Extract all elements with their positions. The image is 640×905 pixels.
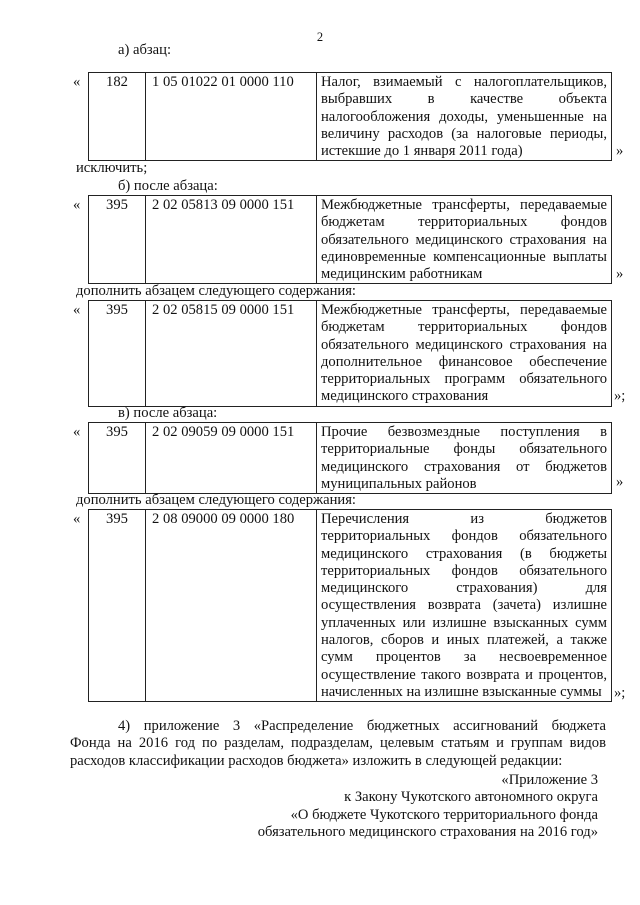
paragraph-4 xyxy=(70,718,606,770)
income-name-cell xyxy=(317,196,612,284)
income-name-line: дополнительное финансовое обеспечение xyxy=(321,353,607,370)
income-name-line: бюджетам территориальных фондов xyxy=(321,319,607,336)
admin-code-cell: 395 xyxy=(89,423,146,494)
income-name-line: обязательного медицинского страхования на xyxy=(321,336,607,353)
appendix-title: «Приложение 3 xyxy=(501,772,598,788)
table-row xyxy=(89,73,612,161)
income-name-line: единовременные компенсационные выплаты xyxy=(321,248,607,265)
budget-row-table xyxy=(88,195,612,284)
open-quote: « xyxy=(73,302,81,318)
budget-row-table xyxy=(88,300,612,407)
income-name-line: величину расходов (за налоговые периоды, xyxy=(321,125,607,142)
income-name-cell xyxy=(317,423,612,494)
paragraph-line: 4) приложение 3 «Распределение бюджетных ассигнований бюджета xyxy=(118,718,606,734)
appendix-header xyxy=(258,772,598,841)
income-name-line: медицинского страхования xyxy=(321,388,489,405)
paragraph-line: расходов классификации расходов бюджета» изложить в следующей редакции: xyxy=(70,752,563,769)
income-name-line: Налог, взимаемый с налогоплательщиков, xyxy=(321,74,607,90)
subitem-a-label: а) абзац: xyxy=(118,42,171,58)
budget-row-table xyxy=(88,72,612,161)
income-name-line: территориальные фонды обязательного xyxy=(321,441,607,458)
income-name-line: осуществление такого возврата и процентов, xyxy=(321,666,607,683)
income-name-line: налогообложения доходы, уменьшенные на xyxy=(321,108,607,125)
close-quote: » xyxy=(616,143,624,159)
income-name-line: Межбюджетные трансферты, передаваемые xyxy=(321,197,607,213)
paragraph-line: Фонда на 2016 год по разделам, подразделам, целевым статьям и группам видов xyxy=(70,735,606,752)
income-name-line: истекшие до 1 января 2011 года) xyxy=(321,143,523,160)
income-name-line: Прочие безвозмездные поступления в xyxy=(321,424,607,440)
appendix-law-name: «О бюджете Чукотского территориального фонда xyxy=(290,806,598,823)
income-name-line: медицинского страхования от бюджетов xyxy=(321,458,607,475)
income-name-cell xyxy=(317,73,612,161)
income-name-line: выбравших в качестве объекта xyxy=(321,91,607,108)
income-name-cell xyxy=(317,510,612,702)
exclude-instruction: исключить; xyxy=(76,160,148,176)
supplement-instruction: дополнить абзацем следующего содержания: xyxy=(76,492,356,508)
income-name-line: уплаченных или излишне взысканных сумм xyxy=(321,614,607,631)
kbk-code-cell: 2 02 05813 09 0000 151 xyxy=(146,196,317,284)
table-row xyxy=(89,196,612,284)
kbk-code-cell: 2 02 05815 09 0000 151 xyxy=(146,301,317,407)
budget-row-table xyxy=(88,422,612,494)
open-quote: « xyxy=(73,424,81,440)
table-row xyxy=(89,423,612,494)
admin-code-cell: 182 xyxy=(89,73,146,161)
income-name-line: начисленных на излишне взысканные суммы xyxy=(321,683,602,700)
income-name-cell xyxy=(317,301,612,407)
appendix-law-name: обязательного медицинского страхования на 2016 год» xyxy=(257,823,598,840)
kbk-code-cell: 2 08 09000 09 0000 180 xyxy=(146,510,317,702)
income-name-line: медицинского страхования) для xyxy=(321,580,607,597)
income-name-line: муниципальных районов xyxy=(321,475,477,492)
kbk-code-cell: 1 05 01022 01 0000 110 xyxy=(146,73,317,161)
income-name-line: Межбюджетные трансферты, передаваемые xyxy=(321,302,607,318)
income-name-line: территориальных программ обязательного xyxy=(321,371,607,388)
budget-row-table xyxy=(88,509,612,702)
table-row xyxy=(89,301,612,407)
close-quote: » xyxy=(616,474,624,490)
open-quote: « xyxy=(73,197,81,213)
appendix-law-line: к Закону Чукотского автономного округа xyxy=(344,789,598,806)
close-quote: »; xyxy=(614,388,626,404)
open-quote: « xyxy=(73,511,81,527)
income-name-line: обязательного медицинского страхования на xyxy=(321,231,607,248)
income-name-line: налогов, сборов и иных платежей, а также xyxy=(321,632,607,649)
income-name-line: бюджетам территориальных фондов xyxy=(321,214,607,231)
income-name-line: медицинского страхования (в бюджеты xyxy=(321,545,607,562)
subitem-b-label: б) после абзаца: xyxy=(118,178,218,194)
income-name-line: территориальных фондов обязательного xyxy=(321,528,607,545)
income-name-line: Перечисления из бюджетов xyxy=(321,511,607,527)
close-quote: »; xyxy=(614,685,626,701)
kbk-code-cell: 2 02 09059 09 0000 151 xyxy=(146,423,317,494)
income-name-line: осуществления возврата (зачета) излишне xyxy=(321,597,607,614)
table-row xyxy=(89,510,612,702)
close-quote: » xyxy=(616,266,624,282)
income-name-line: медицинским работникам xyxy=(321,266,483,283)
admin-code-cell: 395 xyxy=(89,196,146,284)
admin-code-cell: 395 xyxy=(89,510,146,702)
page-number: 2 xyxy=(316,30,324,44)
income-name-line: территориальных фондов обязательного xyxy=(321,562,607,579)
supplement-instruction: дополнить абзацем следующего содержания: xyxy=(76,283,356,299)
income-name-line: сумм процентов за несвоевременное xyxy=(321,649,607,666)
subitem-c-label: в) после абзаца: xyxy=(118,405,218,421)
admin-code-cell: 395 xyxy=(89,301,146,407)
open-quote: « xyxy=(73,74,81,90)
